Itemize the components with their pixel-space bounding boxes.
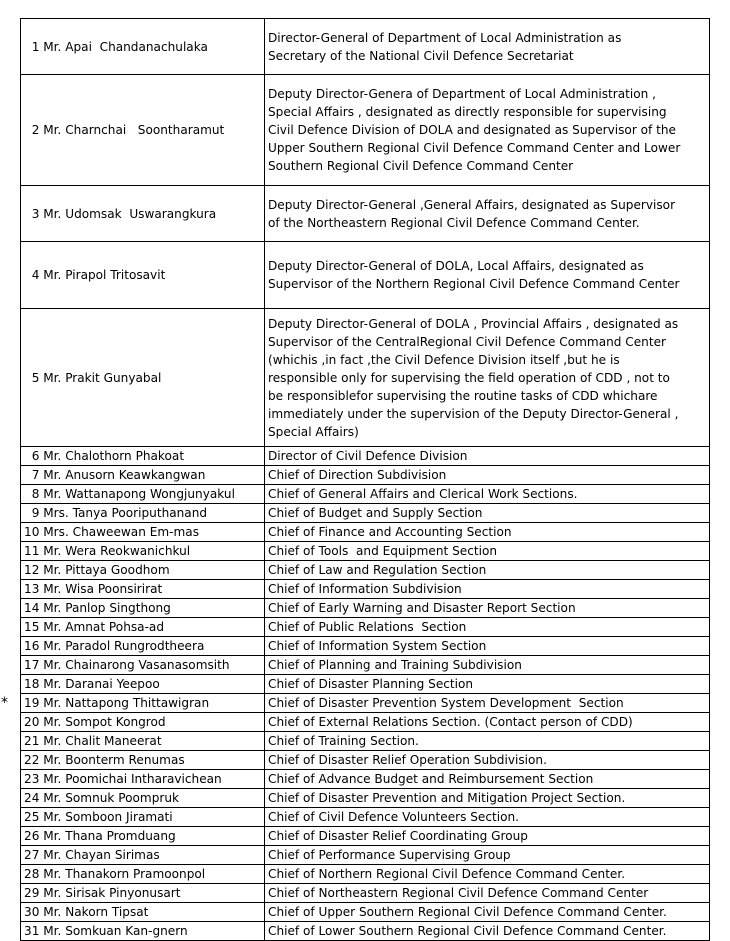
position-cell: Chief of Finance and Accounting Section xyxy=(265,523,710,542)
person-name-cell: 28 Mr. Thanakorn Pramoonpol xyxy=(21,865,265,884)
person-name-cell: 29 Mr. Sirisak Pinyonusart xyxy=(21,884,265,903)
person-name-cell: 13 Mr. Wisa Poonsirirat xyxy=(21,580,265,599)
table-row xyxy=(21,523,710,542)
person-name-cell: 24 Mr. Somnuk Poompruk xyxy=(21,789,265,808)
position-cell: Deputy Director-General of DOLA, Local Affairs, designated as Supervisor of the Northern Regional Civil Defence Command Center xyxy=(265,242,710,309)
position-cell: Chief of Northern Regional Civil Defence Command Center. xyxy=(265,865,710,884)
table-row xyxy=(21,922,710,941)
table-row xyxy=(21,186,710,242)
person-name-cell: 18 Mr. Daranai Yeepoo xyxy=(21,675,265,694)
table-row xyxy=(21,485,710,504)
person-name-cell: 1 Mr. Apai Chandanachulaka xyxy=(21,19,265,75)
table-row xyxy=(21,242,710,309)
person-name-cell: 25 Mr. Somboon Jiramati xyxy=(21,808,265,827)
position-cell: Chief of Disaster Relief Coordinating Group xyxy=(265,827,710,846)
position-cell: Chief of Disaster Relief Operation Subdivision. xyxy=(265,751,710,770)
position-cell: Chief of Disaster Planning Section xyxy=(265,675,710,694)
person-name-cell: 31 Mr. Somkuan Kan-gnern xyxy=(21,922,265,941)
person-name-cell: 22 Mr. Boonterm Renumas xyxy=(21,751,265,770)
position-cell: Deputy Director-Genera of Department of Local Administration , Special Affairs , designated as directly responsible for supervising Civil Defence Division of DOLA and designated as Supervisor of the Upper Southern Regional Civil Defence Command Center and Lower Southern Regional Civil Defence Command Center xyxy=(265,75,710,186)
position-cell: Chief of General Affairs and Clerical Work Sections. xyxy=(265,485,710,504)
table-row xyxy=(21,504,710,523)
table-row xyxy=(21,827,710,846)
table-row xyxy=(21,884,710,903)
person-name-cell: 3 Mr. Udomsak Uswarangkura xyxy=(21,186,265,242)
table-row xyxy=(21,447,710,466)
person-name-cell: 6 Mr. Chalothorn Phakoat xyxy=(21,447,265,466)
person-name-cell: 19 Mr. Nattapong Thittawigran xyxy=(21,694,265,713)
person-name-cell: 23 Mr. Poomichai Intharavichean xyxy=(21,770,265,789)
table-row xyxy=(21,751,710,770)
position-cell: Chief of Information System Section xyxy=(265,637,710,656)
position-cell: Director-General of Department of Local Administration as Secretary of the National Civil Defence Secretariat xyxy=(265,19,710,75)
table-row xyxy=(21,599,710,618)
person-name-cell: 17 Mr. Chainarong Vasanasomsith xyxy=(21,656,265,675)
table-row xyxy=(21,789,710,808)
position-cell: Chief of Tools and Equipment Section xyxy=(265,542,710,561)
table-row xyxy=(21,75,710,186)
person-name-cell: 10 Mrs. Chaweewan Em-mas xyxy=(21,523,265,542)
asterisk-marker: * xyxy=(1,695,8,711)
person-name-cell: 15 Mr. Amnat Pohsa-ad xyxy=(21,618,265,637)
position-cell: Chief of Civil Defence Volunteers Section. xyxy=(265,808,710,827)
table-row xyxy=(21,618,710,637)
table-row xyxy=(21,19,710,75)
table-row xyxy=(21,713,710,732)
person-name-cell: 20 Mr. Sompot Kongrod xyxy=(21,713,265,732)
table-row xyxy=(21,903,710,922)
position-cell: Chief of Information Subdivision xyxy=(265,580,710,599)
person-name-cell: 30 Mr. Nakorn Tipsat xyxy=(21,903,265,922)
table-row xyxy=(21,309,710,447)
position-cell: Chief of Early Warning and Disaster Report Section xyxy=(265,599,710,618)
table-row xyxy=(21,808,710,827)
person-name-cell: 27 Mr. Chayan Sirimas xyxy=(21,846,265,865)
person-name-cell: 8 Mr. Wattanapong Wongjunyakul xyxy=(21,485,265,504)
table-row xyxy=(21,580,710,599)
person-name-cell: 4 Mr. Pirapol Tritosavit xyxy=(21,242,265,309)
position-cell: Chief of Public Relations Section xyxy=(265,618,710,637)
position-cell: Chief of Disaster Prevention and Mitigation Project Section. xyxy=(265,789,710,808)
table-row xyxy=(21,865,710,884)
table-row xyxy=(21,770,710,789)
position-cell: Deputy Director-General of DOLA , Provincial Affairs , designated as Supervisor of the CentralRegional Civil Defence Command Center (whichis ,in fact ,the Civil Defence Division itself ,but he is responsible only for supervising the field operation of CDD , not to be responsiblefor supervising the routine tasks of CDD whichare immediately under the supervision of the Deputy Director-General , Special Affairs) xyxy=(265,309,710,447)
person-name-cell: 11 Mr. Wera Reokwanichkul xyxy=(21,542,265,561)
position-cell: Chief of Training Section. xyxy=(265,732,710,751)
person-name-cell: 7 Mr. Anusorn Keawkangwan xyxy=(21,466,265,485)
person-name-cell: 26 Mr. Thana Promduang xyxy=(21,827,265,846)
person-name-cell: 5 Mr. Prakit Gunyabal xyxy=(21,309,265,447)
position-cell: Chief of Upper Southern Regional Civil Defence Command Center. xyxy=(265,903,710,922)
person-name-cell: 2 Mr. Charnchai Soontharamut xyxy=(21,75,265,186)
personnel-table xyxy=(20,18,710,941)
person-name-cell: 21 Mr. Chalit Maneerat xyxy=(21,732,265,751)
table-row xyxy=(21,542,710,561)
person-name-cell: 12 Mr. Pittaya Goodhom xyxy=(21,561,265,580)
position-cell: Chief of Law and Regulation Section xyxy=(265,561,710,580)
person-name-cell: 9 Mrs. Tanya Pooriputhanand xyxy=(21,504,265,523)
position-cell: Chief of Budget and Supply Section xyxy=(265,504,710,523)
table-row xyxy=(21,846,710,865)
position-cell: Chief of Direction Subdivision xyxy=(265,466,710,485)
position-cell: Chief of Performance Supervising Group xyxy=(265,846,710,865)
table-row xyxy=(21,675,710,694)
person-name-cell: 14 Mr. Panlop Singthong xyxy=(21,599,265,618)
table-row xyxy=(21,466,710,485)
position-cell: Director of Civil Defence Division xyxy=(265,447,710,466)
position-cell: Chief of External Relations Section. (Contact person of CDD) xyxy=(265,713,710,732)
table-row xyxy=(21,561,710,580)
table-row xyxy=(21,694,710,713)
position-cell: Chief of Disaster Prevention System Development Section xyxy=(265,694,710,713)
position-cell: Chief of Northeastern Regional Civil Defence Command Center xyxy=(265,884,710,903)
position-cell: Chief of Lower Southern Regional Civil Defence Command Center. xyxy=(265,922,710,941)
table-row xyxy=(21,637,710,656)
table-row xyxy=(21,732,710,751)
position-cell: Deputy Director-General ,General Affairs, designated as Supervisor of the Northeastern Regional Civil Defence Command Center. xyxy=(265,186,710,242)
position-cell: Chief of Planning and Training Subdivision xyxy=(265,656,710,675)
table-row xyxy=(21,656,710,675)
position-cell: Chief of Advance Budget and Reimbursement Section xyxy=(265,770,710,789)
person-name-cell: 16 Mr. Paradol Rungrodtheera xyxy=(21,637,265,656)
